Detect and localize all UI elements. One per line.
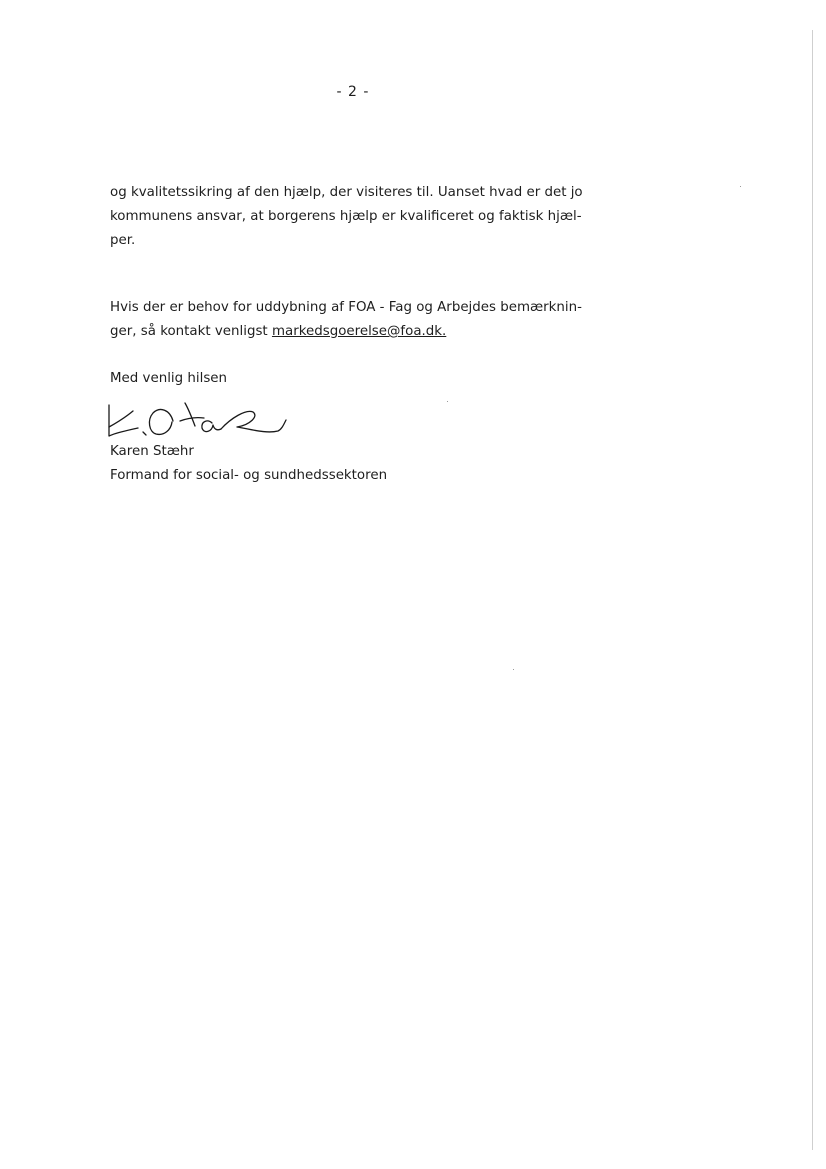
paragraph-line — [110, 320, 606, 344]
paragraph-contact — [110, 296, 606, 344]
handwritten-signature — [100, 398, 290, 444]
scan-speck — [513, 669, 514, 670]
email-link[interactable]: markedsgoerelse@foa.dk. — [271, 324, 447, 339]
scan-edge-line — [812, 30, 813, 1150]
paragraph-quality-assurance — [110, 181, 606, 253]
page-number: - 2 - — [336, 84, 370, 100]
paragraph-line: per. — [110, 233, 136, 248]
contact-text: ger, så kontakt venligst — [110, 324, 272, 339]
paragraph-line: kommunens ansvar, at borgerens hjælp er kvalificeret og faktisk hjæl- — [110, 209, 582, 224]
scan-speck — [447, 401, 448, 402]
paragraph-line: Hvis der er behov for uddybning af FOA - Fag og Arbejdes bemærknin- — [110, 300, 582, 315]
paragraph-line: og kvalitetssikring af den hjælp, der visiteres til. Uanset hvad er det jo — [110, 185, 583, 200]
signer-title: Formand for social- og sundhedssektoren — [110, 468, 388, 483]
scan-speck — [740, 186, 741, 187]
signer-name: Karen Stæhr — [110, 444, 194, 459]
closing-greeting: Med venlig hilsen — [110, 371, 228, 386]
